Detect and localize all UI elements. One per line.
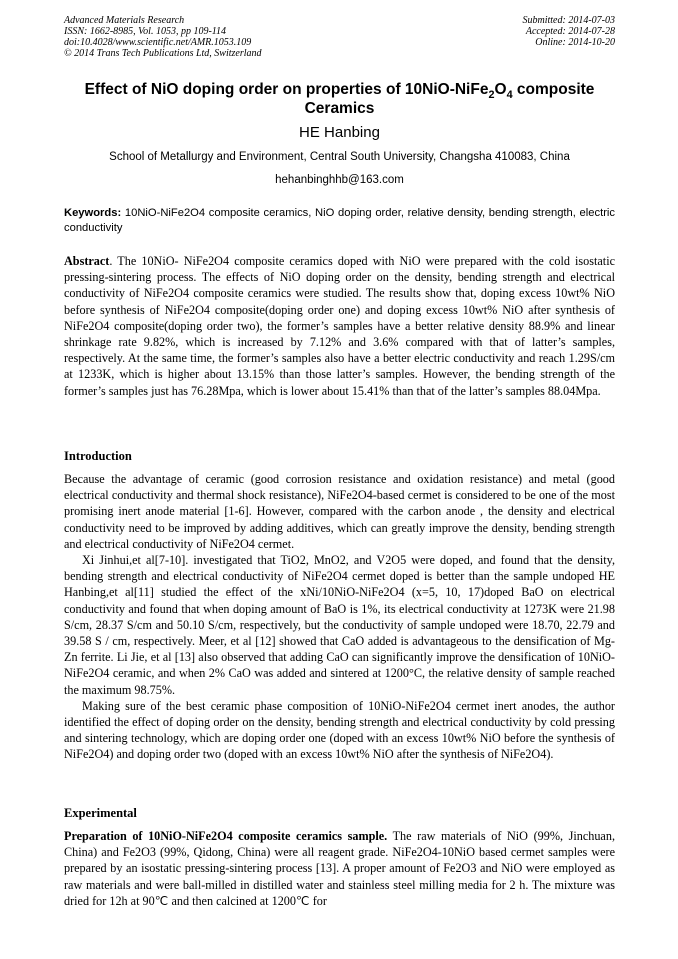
paper-author: HE Hanbing xyxy=(299,124,380,141)
journal-issn: ISSN: 1662-8985, Vol. 1053, pp 109-114 xyxy=(64,26,227,37)
abstract xyxy=(64,253,615,399)
introduction-heading: Introduction xyxy=(64,449,132,463)
title-text-3: composite Ceramics xyxy=(304,81,595,117)
title-text-2: O xyxy=(494,81,507,98)
journal-header-left xyxy=(64,15,262,59)
intro-paragraph-1: Because the advantage of ceramic (good corrosion resistance and oxidation resistance) and metal (good electrical conductivity and thermal shock resistance), NiFe2O4-based cermet is considered to be one of the most promising inert anode material [1-6]. However, compared with the carbon anode , the density and electrical conductivity need to be improved by adding additives, which can greatly improve the density, bending strength and electrical conductivity of NiFe2O4 cermet. xyxy=(64,472,615,551)
journal-header-right xyxy=(523,15,616,48)
keywords-text: 10NiO-NiFe2O4 composite ceramics, NiO doping order, relative density, bending strength, electric conductivity xyxy=(64,207,615,234)
online-date: Online: 2014-10-20 xyxy=(535,37,615,48)
keywords-label: Keywords: xyxy=(64,207,122,219)
journal-name: Advanced Materials Research xyxy=(64,15,185,26)
intro-paragraph-2: Xi Jinhui,et al[7-10]. investigated that TiO2, MnO2, and V2O5 were doped, and found that the density, bending strength and electrical conductivity of NiFe2O4 cermet doped is better than the sample undoped HE Hanbing,et al[11] studied the effect of the xNi/10NiO-NiFe2O4 (x=5, 10, 17)doped BaO on electrical conductivity and found that when doping amount of BaO is 1%, its electrical conductivity at 1273K were 21.98 S/cm, 28.37 S/cm and 50.10 S/cm, respectively, but the conductivity of sample undoped were 18.70, 22.79 and 39.58 S / cm, respectively. Meer, et al [12] showed that CaO added is advantageous to the densification of Mg-Zn ferrite. Li Jie, et al [13] also observed that adding CaO can significantly improve the densification of 10NiO-NiFe2O4 ceramic, and when 2% CaO was added and sintered at 1200°C, the relative density of sample reached the maximum 98.75%. xyxy=(64,553,615,697)
experimental-paragraph xyxy=(64,828,615,909)
accepted-date: Accepted: 2014-07-28 xyxy=(525,26,615,37)
experimental-text: The raw materials of NiO (99%, Jinchuan, China) and Fe2O3 (99%, Qidong, China) were all reagent grade. NiFe2O4-10NiO based cermet samples were prepared by an isostatic pressing-sintering process [13]. A proper amount of Fe2O3 and NiO were employed as raw materials and were ball-milled in distilled water and stainless steel milling media for 2 h. The mixture was dried for 12h at 90℃ and then calcined at 1200℃ for xyxy=(64,829,615,908)
title-subscript-1: 2 xyxy=(488,89,495,102)
experimental-body xyxy=(64,828,615,909)
intro-paragraph-3: Making sure of the best ceramic phase composition of 10NiO-NiFe2O4 cermet inert anodes, the author identified the effect of doping order on the density, bending strength and electrical conductivity by cold pressing and sintering technology, which are doping order one (doped with an excess 10wt% NiO before the synthesis of NiFe2O4) and doping order two (doped with an excess 10wt% NiO after the synthesis of NiFe2O4). xyxy=(64,698,615,762)
author-email: hehanbinghhb@163.com xyxy=(275,174,404,186)
experimental-subheading: Preparation of 10NiO-NiFe2O4 composite ceramics sample. xyxy=(64,829,388,843)
title-subscript-2: 4 xyxy=(506,89,513,102)
journal-copyright: © 2014 Trans Tech Publications Ltd, Switzerland xyxy=(64,48,262,59)
abstract-text: . The 10NiO- NiFe2O4 composite ceramics doped with NiO were prepared with the cold isostatic pressing-sintering process. The effects of NiO doping order on the density, bending strength and electrical conductivity of NiFe2O4 composite ceramics were studied. The results show that, doping excess 10wt% NiO before synthesis of NiFe2O4 composite(doping order one) and doping excess 10wt% NiO after synthesis of NiFe2O4 composite(doping order two), the former’s samples have a better relative density 88.9% and linear shrinkage rate 9.82%, which is increased by 7.12% and 3.6% compared with that of latter’s samples, respectively. At the same time, the former’s samples also have a better electric conductivity and reach 1.29S/cm at 1233K, which is higher about 13.15% than those latter’s samples. However, the bending strength of the former’s samples just has 76.28Mpa, which is lower about 15.41% than that of the latter’s samples 88.04Mpa. xyxy=(64,254,615,398)
keywords xyxy=(64,206,615,235)
title-text-1: Effect of NiO doping order on properties of 10NiO-NiFe xyxy=(84,81,489,98)
submitted-date: Submitted: 2014-07-03 xyxy=(522,15,615,26)
experimental-heading: Experimental xyxy=(64,806,137,820)
author-affiliation: School of Metallurgy and Environment, Central South University, Changsha 410083, China xyxy=(109,151,570,163)
abstract-label: Abstract xyxy=(64,254,110,268)
paper-title xyxy=(64,80,615,118)
introduction-body xyxy=(64,471,615,763)
journal-doi: doi:10.4028/www.scientific.net/AMR.1053.109 xyxy=(64,37,252,48)
